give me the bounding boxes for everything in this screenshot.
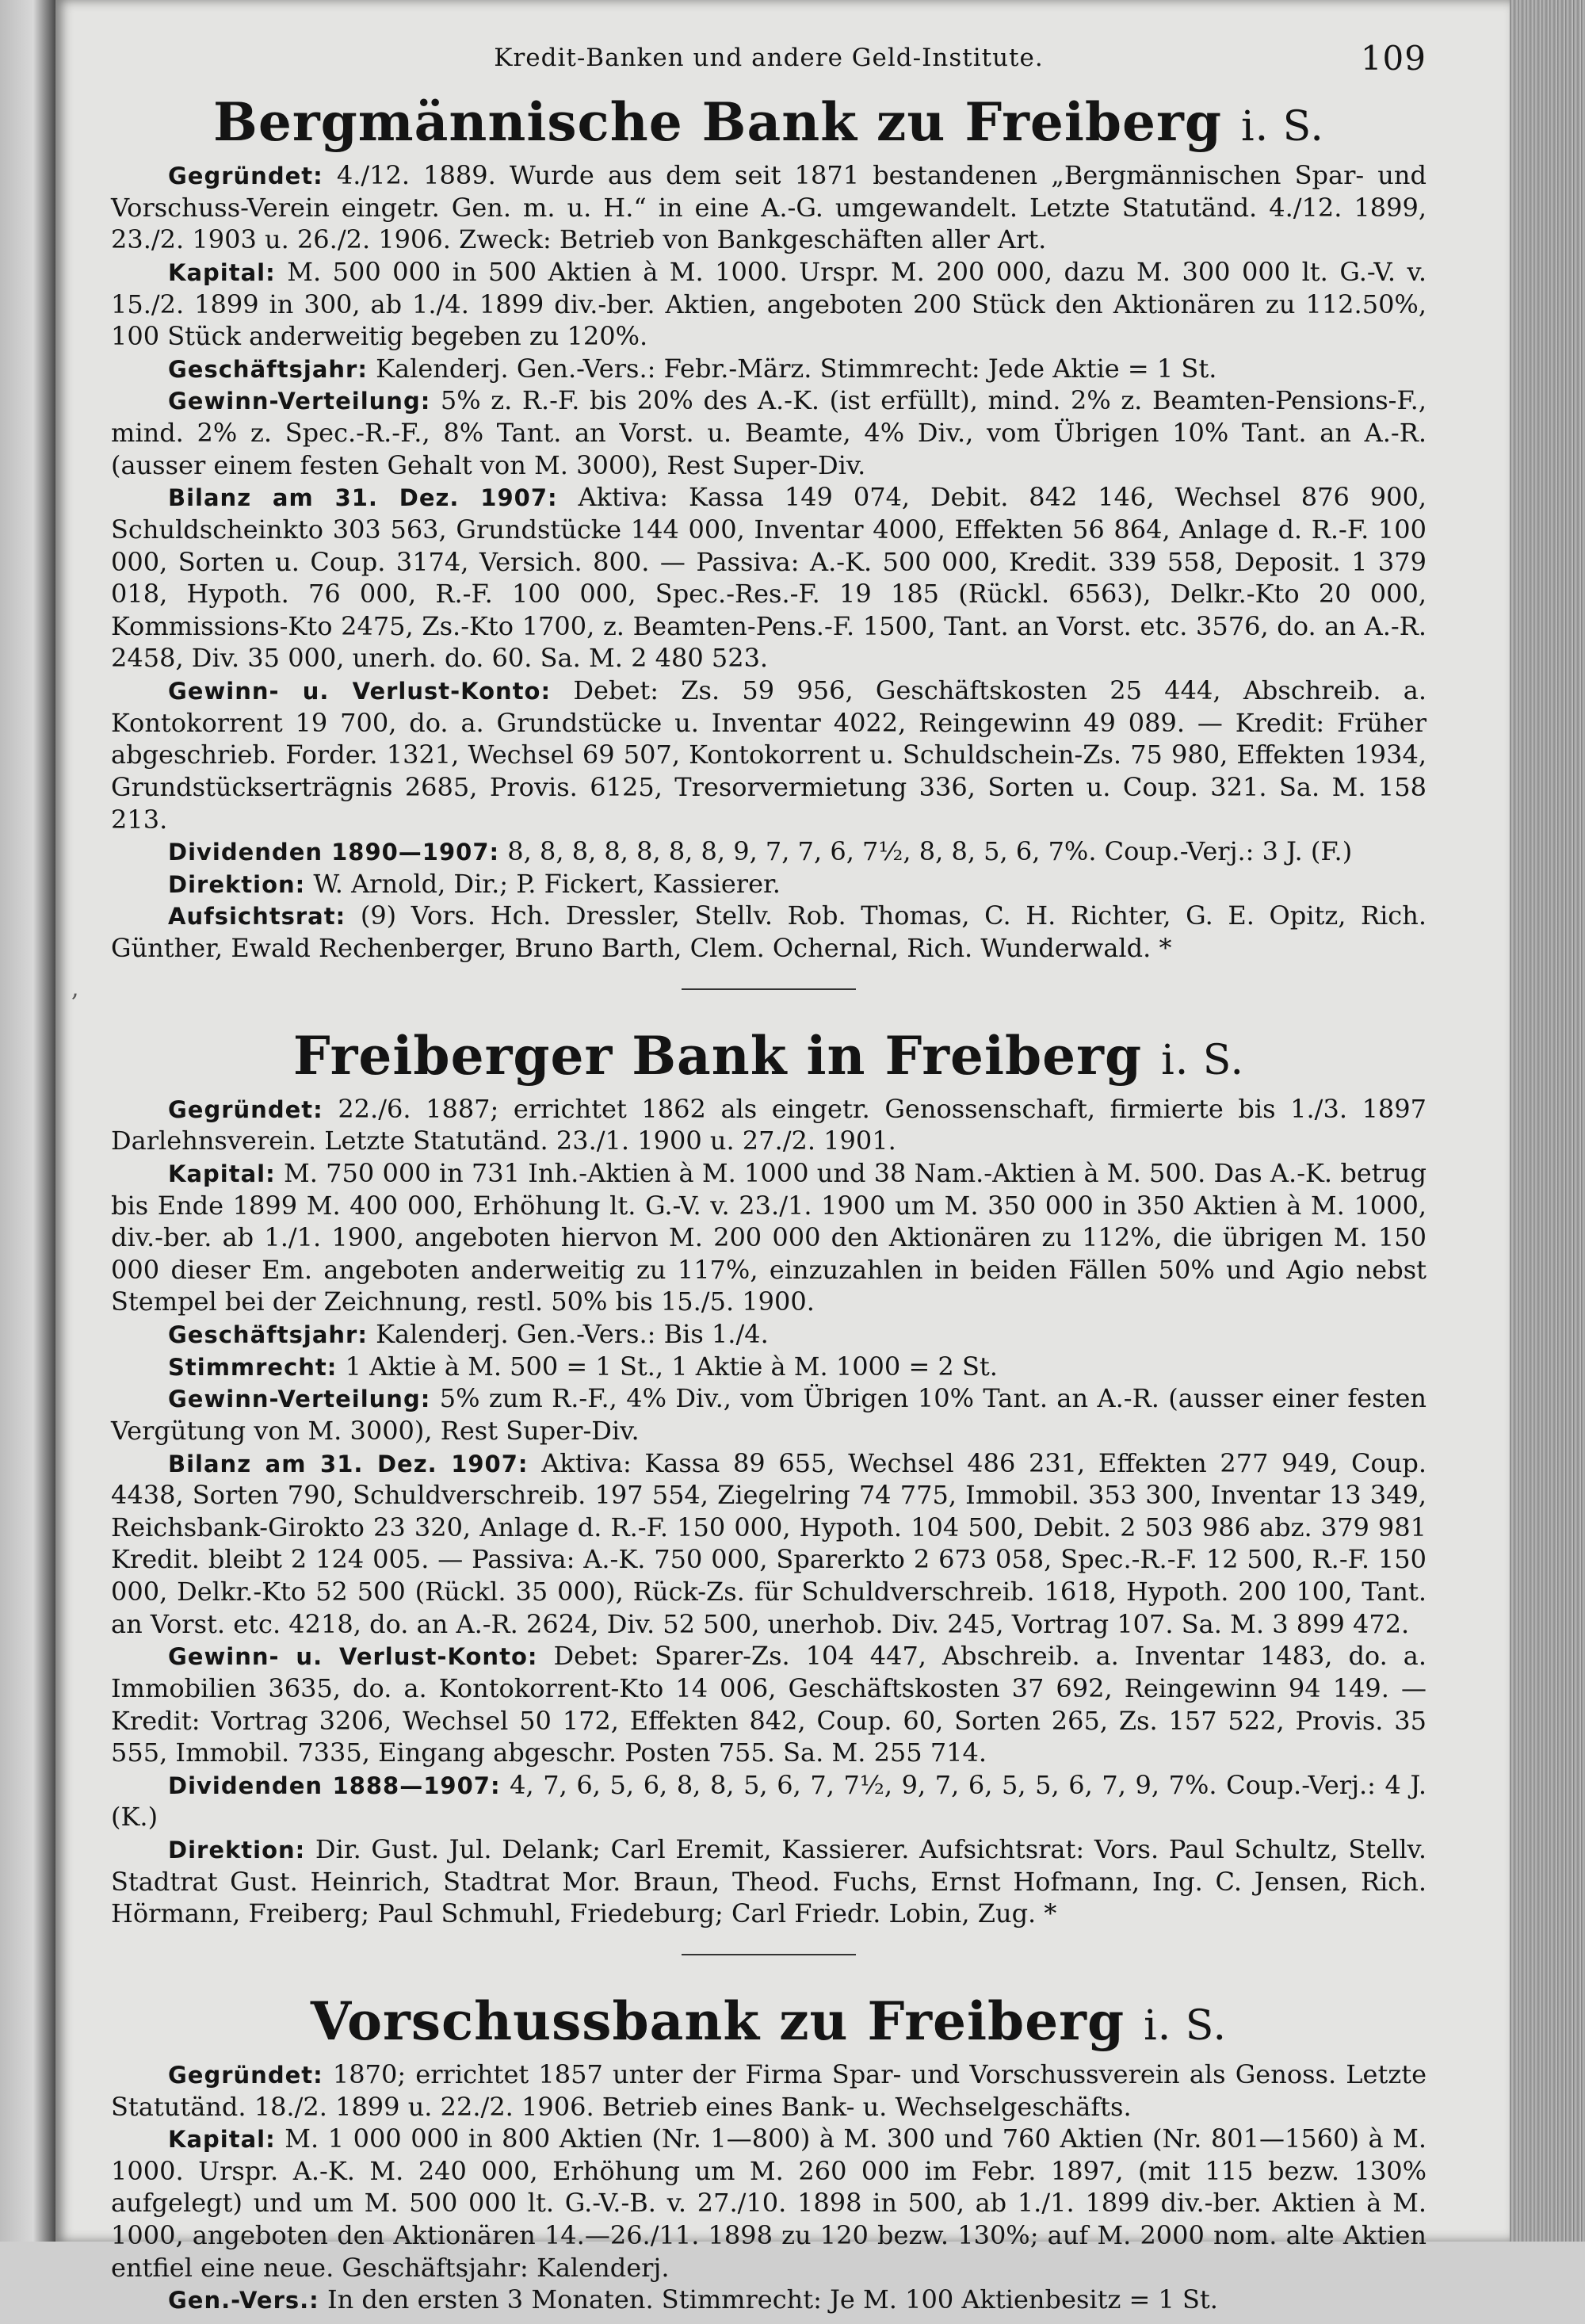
bank-entry-freiberger [111,1025,1426,1930]
entry-paragraph: Dividenden 1890—1907: 8, 8, 8, 8, 8, 8, 8, 9, 7, 7, 6, 7½, 8, 8, 5, 6, 7%. Coup.-Verj.: 3 J. (F.) [168,836,1353,867]
margin-mark: , [71,975,79,1003]
entry-paragraph: Gewinn-Verteilung: 5% zum R.-F., 4% Div., vom Übrigen 10% Tant. an A.-R. (ausser einer festen Vergütung von M. 3000), Rest Super-Div. [111,1383,1427,1446]
entry-paragraph: Kapital: M. 1 000 000 in 800 Aktien (Nr. 1—800) à M. 300 und 760 Aktien (Nr. 801—1560) à M. 1000. Urspr. A.-K. M. 240 000, Erhöhung um M. 260 000 im Febr. 1897, (mit 115 bezw. 130% aufgelegt) und um M. 500 000 lt. G.-V.-B. v. 27./10. 1898 in 500, ab 1./1. 1899 div.-ber. Aktien à M. 1000, angeboten den Aktionären 14.—26./11. 1898 zu 120 bezw. 130%; auf M. 2000 nom. alte Aktien entfiel eine neue. Geschäftsjahr: Kalenderj. [111,2123,1427,2283]
bank-entry-bergmaennische [111,91,1426,965]
page-stack-edge [1510,0,1585,2242]
entry-paragraph: Bilanz am 31. Dez. 1907: Aktiva: Kassa 149 074, Debit. 842 146, Wechsel 876 900, Schuldscheinkto 303 563, Grundstücke 144 000, Inventar 4000, Effekten 56 864, Anlage d. R.-F. 100 000, Sorten u. Coup. 3174, Versich. 800. — Passiva: A.-K. 500 000, Kredit. 339 558, Deposit. 1 379 018, Hypoth. 76 000, R.-F. 100 000, Spec.-Res.-F. 19 185 (Rückl. 6563), Delkr.-Kto 20 000, Kommissions-Kto 2475, Zs.-Kto 1700, z. Beamten-Pens.-F. 1500, Tant. an Vorst. etc. 3576, do. an A.-R. 2458, Div. 35 000, unerh. do. 60. Sa. M. 2 480 523. [111,482,1427,674]
entry-paragraph: Geschäftsjahr: Kalenderj. Gen.-Vers.: Bis 1./4. [168,1319,769,1349]
entry-paragraph: Geschäftsjahr: Kalenderj. Gen.-Vers.: Febr.-März. Stimmrecht: Jede Aktie = 1 St. [168,353,1217,384]
entry-paragraph: Gewinn- u. Verlust-Konto: Debet: Zs. 59 956, Geschäftskosten 25 444, Abschreib. a. Kontokorrent 19 700, do. a. Grundstücke u. Inventar 4022, Reingewinn 49 089. — Kredit: Früher abgeschrieb. Forder. 1321, Wechsel 69 507, Kontokorrent u. Schuldschein-Zs. 75 980, Effekten 1934, Grundstückserträgnis 2685, Provis. 6125, Tresorvermietung 336, Sorten u. Coup. 321. Sa. M. 158 213. [111,675,1427,835]
entry-paragraph: Dividenden 1888—1907: 4, 7, 6, 5, 6, 8, 8, 5, 6, 7, 7½, 9, 7, 6, 5, 5, 6, 7, 9, 7%. Coup.-Verj.: 4 J. (K.) [111,1769,1427,1833]
entry-paragraph: Gewinn- u. Verlust-Konto: Debet: Sparer-Zs. 104 447, Abschreib. a. Inventar 1483, do. a. Immobilien 3635, do. a. Kontokorrent-Kto 14 006, Geschäftskosten 37 692, Reingewinn 94 149. — Kredit: Vortrag 3206, Wechsel 50 172, Effekten 842, Coup. 60, Sorten 265, Zs. 157 522, Provis. 35 555, Immobil. 7335, Eingang abgeschr. Posten 755. Sa. M. 255 714. [111,1641,1427,1768]
bank-title: Bergmännische Bank zu Freiberg i. S. [213,91,1324,153]
bank-title: Freiberger Bank in Freiberg i. S. [292,1024,1245,1087]
entry-paragraph: Gen.-Vers.: In den ersten 3 Monaten. Stimmrecht: Je M. 100 Aktienbesitz = 1 St. [168,2284,1218,2315]
entry-paragraph: Direktion: W. Arnold, Dir.; P. Fickert, Kassierer. [168,868,781,899]
entry-paragraph: Kapital: M. 500 000 in 500 Aktien à M. 1000. Urspr. M. 200 000, dazu M. 300 000 lt. G.-V. v. 15./2. 1899 in 300, ab 1./4. 1899 div.-ber. Aktien, angeboten 200 Stück den Aktionären zu 112.50%, 100 Stück anderweitig begeben zu 120%. [111,256,1427,352]
entry-paragraph: Direktion: Dir. Gust. Jul. Delank; Carl Eremit, Kassierer. Aufsichtsrat: Vors. Paul Schultz, Stellv. Stadtrat Gust. Heinrich, Stadtrat Mor. Braun, Theod. Fuchs, Ernst Hofmann, Ing. C. Jensen, Rich. Hörmann, Freiberg; Paul Schmuhl, Friedeburg; Carl Friedr. Lobin, Zug. * [111,1834,1427,1929]
bank-title: Vorschussbank zu Freiberg i. S. [310,1990,1228,2052]
entry-paragraph: Gegründet: 1870; errichtet 1857 unter der Firma Spar- und Vorschussverein als Genoss. Letzte Statutänd. 18./2. 1899 u. 22./2. 1906. Betrieb eines Bank- u. Wechselgeschäfts. [111,2058,1427,2122]
entry-paragraph: Gewinn-Verteilung: 5% z. R.-F. bis 20% des A.-K. (ist erfüllt), mind. 2% z. Beamten-Pensions-F., mind. 2% z. Spec.-R.-F., 8% Tant. an Vorst. u. Beamte, 4% Div., vom Übrigen 10% Tant. an A.-R. (ausser einem festen Gehalt von M. 3000), Rest Super-Div. [111,385,1427,480]
entry-paragraph: Gegründet: 4./12. 1889. Wurde aus dem seit 1871 bestandenen „Bergmännischen Spar- und Vorschuss-Verein eingetr. Gen. m. u. H.“ in eine A.-G. umgewandelt. Letzte Statutänd. 4./12. 1899, 23./2. 1903 u. 26./2. 1906. Zweck: Betrieb von Bankgeschäften aller Art. [111,160,1427,255]
section-divider [682,1954,856,1955]
left-page-edge [0,0,55,2242]
entry-paragraph: Gegründet: 22./6. 1887; errichtet 1862 als eingetr. Genossenschaft, firmierte bis 1./3. 1897 Darlehnsverein. Letzte Statutänd. 23./1. 1900 u. 27./2. 1901. [111,1093,1427,1156]
running-title: Kredit-Banken und andere Geld-Institute. [494,44,1044,72]
entry-paragraph: Aufsichtsrat: (9) Vors. Hch. Dressler, Stellv. Rob. Thomas, C. H. Richter, G. E. Opitz, Rich. Günther, Ewald Rechenberger, Bruno Barth, Clem. Ochernal, Rich. Wunderwald. * [111,900,1427,963]
page-content [111,39,1427,2324]
section-divider [682,988,856,990]
entry-paragraph: Kapital: M. 750 000 in 731 Inh.-Aktien à M. 1000 und 38 Nam.-Aktien à M. 500. Das A.-K. betrug bis Ende 1899 M. 400 000, Erhöhung lt. G.-V. v. 23./1. 1900 um M. 350 000 in 350 Aktien à M. 1000, div.-ber. ab 1./1. 1900, angeboten hiervon M. 200 000 den Aktionären zu 112%, die übrigen M. 150 000 dieser Em. angeboten anderweitig zu 117%, einzuzahlen in beiden Fällen 50% und Agio nebst Stempel bei der Zeichnung, restl. 50% bis 15./5. 1900. [111,1157,1427,1317]
entry-paragraph: Bilanz am 31. Dez. 1907: Aktiva: Kassa 89 655, Wechsel 486 231, Effekten 277 949, Coup. 4438, Sorten 790, Schuldverschreib. 197 554, Ziegelring 74 775, Immobil. 353 300, Inventar 13 349, Reichsbank-Girokto 23 320, Anlage d. R.-F. 150 000, Hypoth. 104 500, Debit. 2 503 986 abz. 379 981 Kredit. bleibt 2 124 005. — Passiva: A.-K. 750 000, Sparerkto 2 673 058, Spec.-R.-F. 12 500, R.-F. 150 000, Delkr.-Kto 52 500 (Rückl. 35 000), Rück-Zs. für Schuldverschreib. 1618, Hypoth. 200 100, Tant. an Vorst. etc. 4218, do. an A.-R. 2624, Div. 52 500, unerhob. Div. 245, Vortrag 107. Sa. M. 3 899 472. [111,1447,1427,1639]
bank-entry-vorschussbank [111,1990,1426,2316]
entry-paragraph: Stimmrecht: 1 Aktie à M. 500 = 1 St., 1 Aktie à M. 1000 = 2 St. [168,1351,998,1382]
page-number: 109 [1360,39,1426,78]
running-head [111,39,1426,91]
